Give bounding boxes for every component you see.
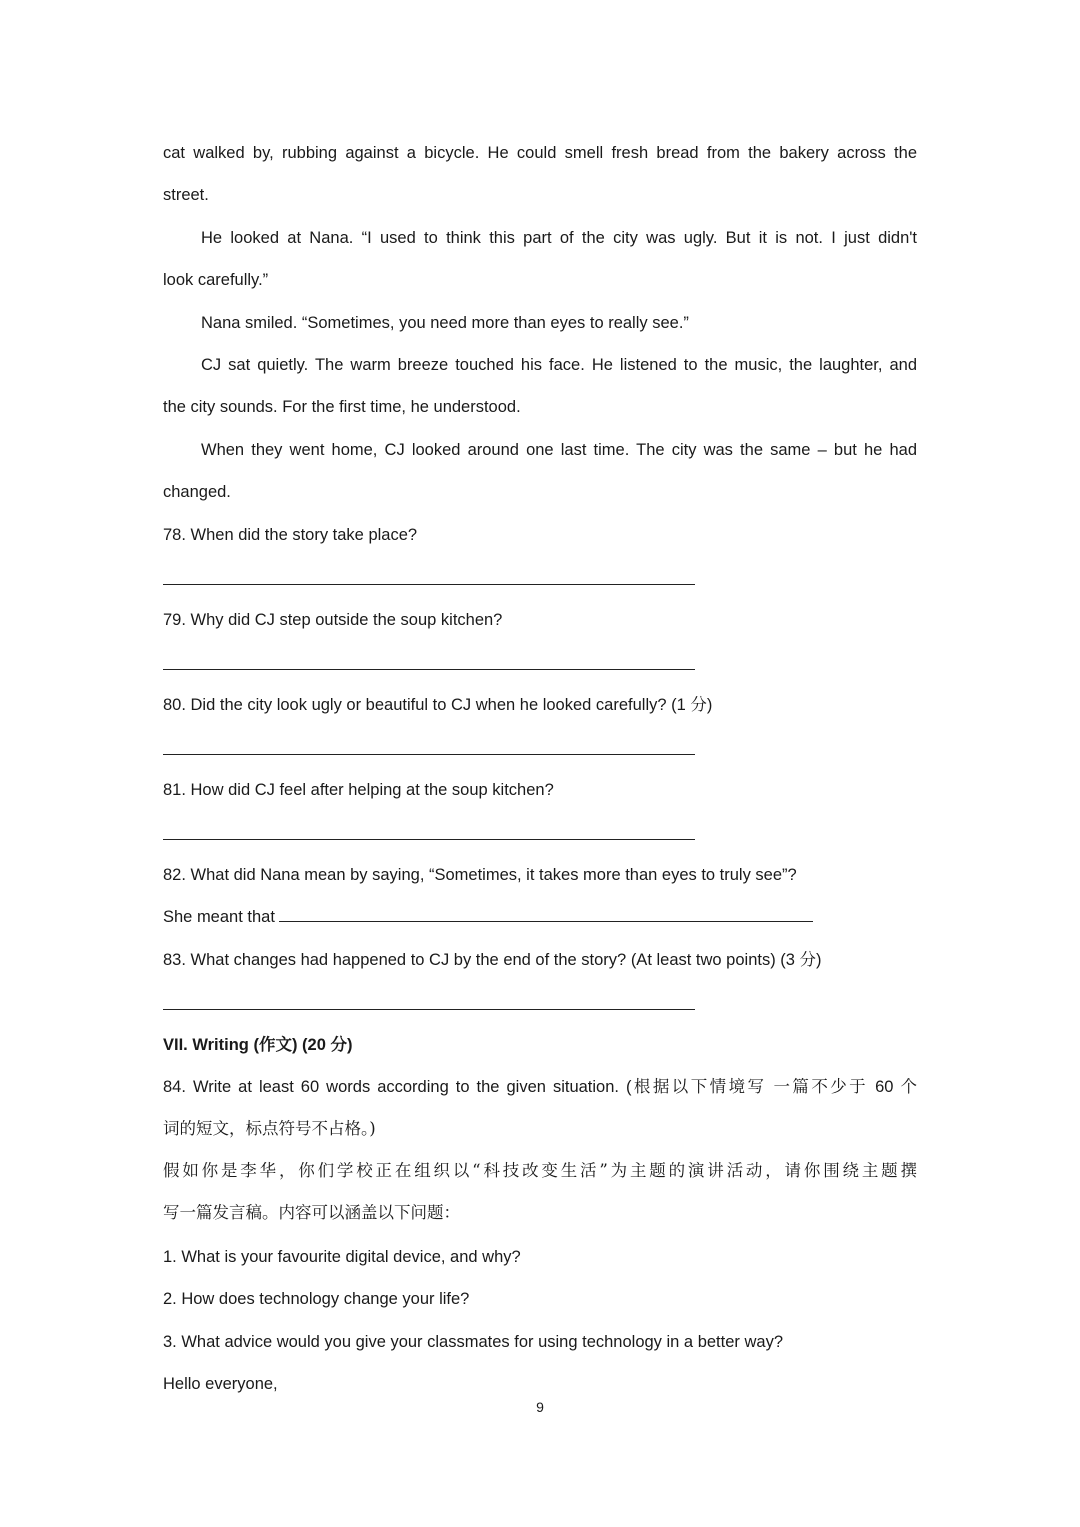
story-p5-line2: changed. (163, 483, 231, 501)
question-84-line2: 词的短文，标点符号不占格。) (163, 1119, 376, 1138)
question-82-answer-row (163, 906, 813, 928)
answer-line-79[interactable] (163, 669, 695, 670)
page-number: 9 (536, 1399, 544, 1415)
writing-prompt-cn-line2: 写一篇发言稿。内容可以涵盖以下问题： (163, 1203, 460, 1222)
question-80: 80. Did the city look ugly or beautiful to CJ when he looked carefully? (1 分) (163, 696, 713, 714)
writing-item-3: 3. What advice would you give your classmates for using technology in a better way? (163, 1333, 783, 1351)
story-p1-line1: cat walked by, rubbing against a bicycle. He could smell fresh bread from the bakery across the (163, 144, 917, 162)
question-83: 83. What changes had happened to CJ by the end of the story? (At least two points) (3 分) (163, 951, 822, 969)
story-p1-line2: street. (163, 186, 209, 204)
writing-item-1: 1. What is your favourite digital device, and why? (163, 1248, 521, 1266)
question-79: 79. Why did CJ step outside the soup kitchen? (163, 611, 503, 629)
answer-line-82[interactable] (279, 906, 813, 922)
story-p5-line1: When they went home, CJ looked around one last time. The city was the same – but he had (201, 441, 917, 459)
writing-item-2: 2. How does technology change your life? (163, 1290, 470, 1308)
answer-line-81[interactable] (163, 839, 695, 840)
story-p2-line1: He looked at Nana. “I used to think this part of the city was ugly. But it is not. I just didn't (201, 229, 917, 247)
question-78: 78. When did the story take place? (163, 526, 418, 544)
question-82-prefix: She meant that (163, 908, 275, 926)
answer-line-78[interactable] (163, 584, 695, 585)
question-81: 81. How did CJ feel after helping at the soup kitchen? (163, 781, 554, 799)
story-p3-line1: Nana smiled. “Sometimes, you need more than eyes to really see.” (201, 314, 689, 332)
writing-prompt-cn-line1: 假如你是李华，你们学校正在组织以“科技改变生活”为主题的演讲活动，请你围绕主题撰 (163, 1161, 917, 1180)
story-p4-line1: CJ sat quietly. The warm breeze touched his face. He listened to the music, the laughter, and (201, 356, 917, 374)
writing-heading: VII. Writing (作文) (20 分) (163, 1036, 353, 1054)
story-p4-line2: the city sounds. For the first time, he understood. (163, 398, 521, 416)
answer-line-83[interactable] (163, 1009, 695, 1010)
answer-line-80[interactable] (163, 754, 695, 755)
question-82: 82. What did Nana mean by saying, “Sometimes, it takes more than eyes to truly see”? (163, 866, 797, 884)
question-84-line1: 84. Write at least 60 words according to the given situation. (根据以下情境写 一篇不少于 60 个 (163, 1078, 917, 1096)
story-p2-line2: look carefully.” (163, 271, 269, 289)
writing-greeting: Hello everyone, (163, 1375, 278, 1393)
